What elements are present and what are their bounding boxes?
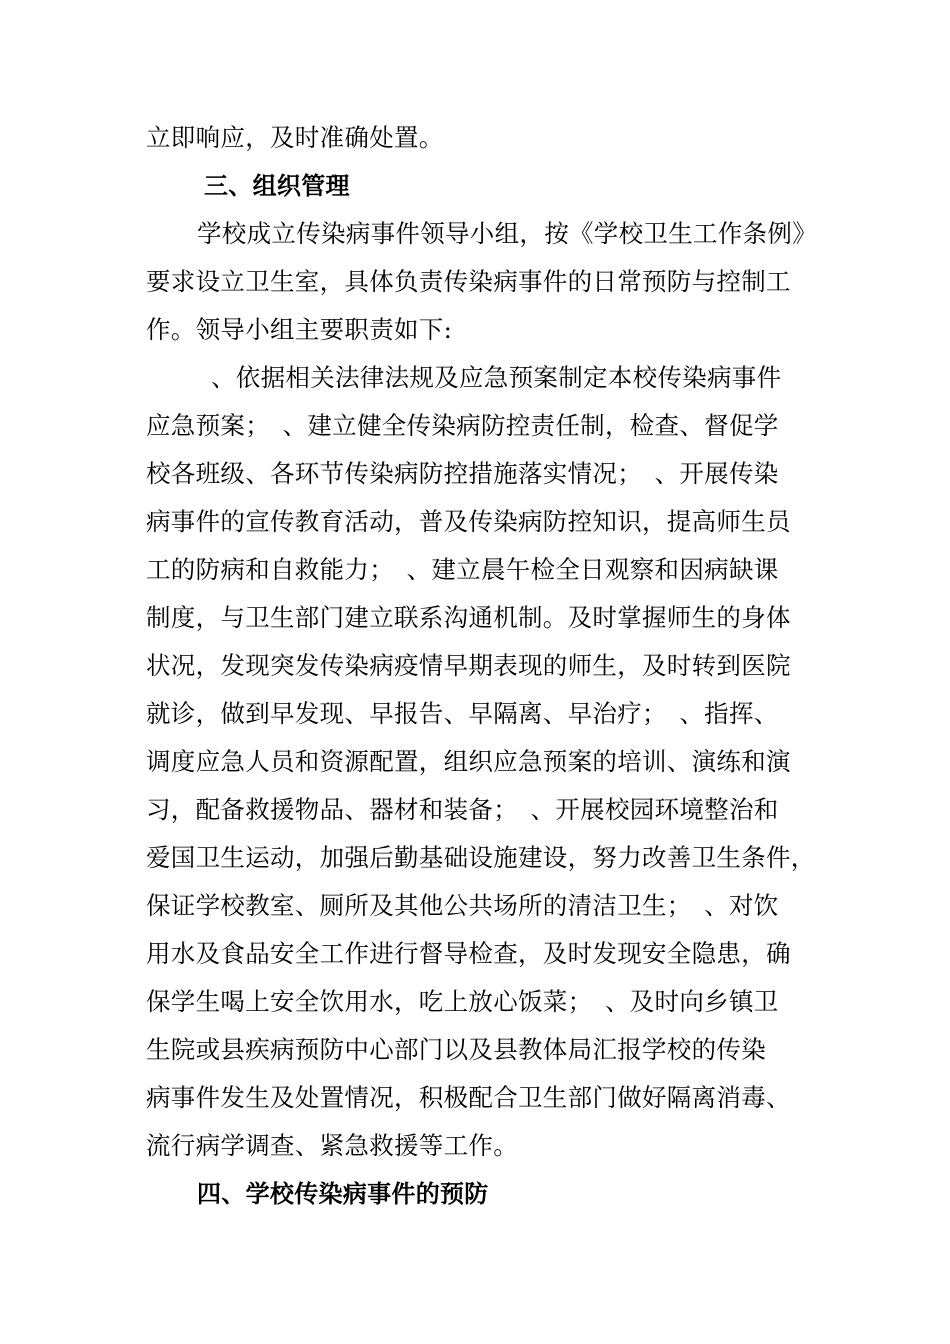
paragraph-line: 制度，与卫生部门建立联系沟通机制。及时掌握师生的身体 bbox=[146, 603, 791, 632]
paragraph-line: 病事件发生及处置情况，积极配合卫生部门做好隔离消毒、 bbox=[146, 1083, 791, 1112]
paragraph-line: 应急预案； 、建立健全传染病防控责任制，检查、督促学 bbox=[146, 411, 779, 440]
paragraph-line: 要求设立卫生室，具体负责传染病事件的日常预防与控制工 bbox=[146, 267, 791, 296]
paragraph-line: 习，配备救援物品、器材和装备； 、开展校园环境整治和 bbox=[146, 795, 779, 824]
section-4-heading: 四、学校传染病事件的预防 bbox=[197, 1180, 489, 1208]
paragraph-line: 保证学校教室、厕所及其他公共场所的清洁卫生； 、对饮 bbox=[146, 891, 779, 920]
paragraph-line: 校各班级、各环节传染病防控措施落实情况； 、开展传染 bbox=[146, 459, 779, 488]
paragraph-line: 工的防病和自救能力； 、建立晨午检全日观察和因病缺课 bbox=[146, 555, 779, 584]
paragraph-line: 保学生喝上安全饮用水，吃上放心饭菜； 、及时向乡镇卫 bbox=[146, 987, 779, 1016]
paragraph-line: 流行病学调查、紧急救援等工作。 bbox=[146, 1131, 518, 1160]
paragraph-line: 爱国卫生运动，加强后勤基础设施建设，努力改善卫生条件， bbox=[146, 843, 816, 872]
paragraph-line: 状况，发现突发传染病疫情早期表现的师生，及时转到医院 bbox=[146, 651, 791, 680]
paragraph-line: 生院或县疾病预防中心部门以及县教体局汇报学校的传染 bbox=[146, 1035, 766, 1064]
paragraph-line: 病事件的宣传教育活动，普及传染病防控知识，提高师生员 bbox=[146, 507, 791, 536]
paragraph-line: 用水及食品安全工作进行督导检查，及时发现安全隐患，确 bbox=[146, 939, 791, 968]
paragraph-line: 、依据相关法律法规及应急预案制定本校传染病事件 bbox=[211, 363, 782, 392]
paragraph-line: 调度应急人员和资源配置，组织应急预案的培训、演练和演 bbox=[146, 747, 791, 776]
paragraph-line: 作。领导小组主要职责如下: bbox=[146, 315, 453, 344]
paragraph-line: 学校成立传染病事件领导小组，按《学校卫生工作条例》 bbox=[197, 219, 817, 248]
continuation-line: 立即响应，及时准确处置。 bbox=[146, 123, 444, 152]
paragraph-line: 就诊，做到早发现、早报告、早隔离、早治疗； 、指挥、 bbox=[146, 699, 779, 728]
section-3-heading: 三、组织管理 bbox=[204, 172, 350, 200]
